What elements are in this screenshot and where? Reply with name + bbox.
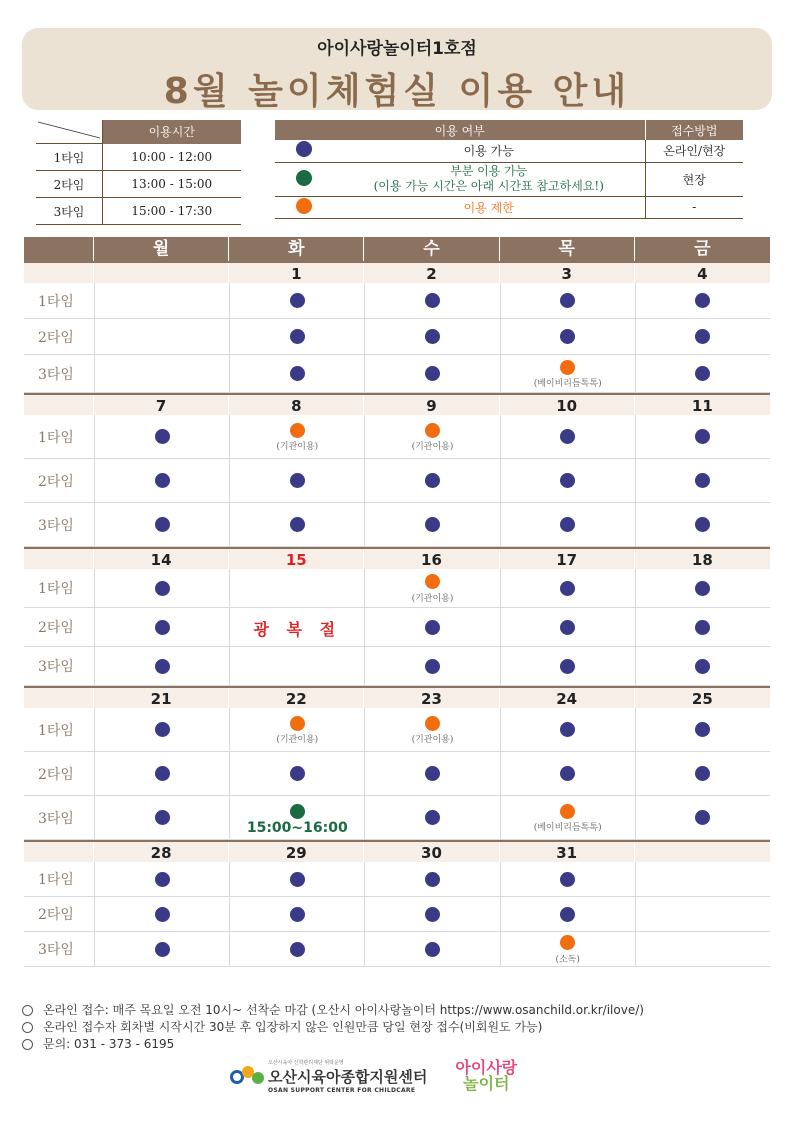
type-label: 2타임: [36, 171, 103, 198]
date-number: 11: [691, 397, 713, 415]
available-dot-icon: [155, 810, 170, 825]
legend-header: 이용 여부: [275, 120, 645, 140]
available-dot-icon: [560, 620, 575, 635]
legend-label-detail: (이용 가능 시간은 아래 시간표 참고하세요!): [373, 179, 604, 193]
schedule-cell: [364, 796, 499, 839]
restricted-dot-icon: [560, 804, 575, 819]
date-number: 16: [364, 549, 499, 569]
schedule-cell: [364, 708, 499, 751]
notes: [22, 1002, 644, 1053]
date-number: 10: [500, 395, 635, 415]
schedule-cell: [500, 355, 635, 392]
type-row: [24, 319, 770, 355]
schedule-cell: [500, 796, 635, 839]
restricted-dot-icon: [290, 716, 305, 731]
type-row: [24, 932, 770, 967]
legend-partial: [333, 162, 645, 196]
schedule-cell: [364, 415, 499, 458]
ilove-playground-logo: [455, 1060, 517, 1092]
cell-note: (기관이용): [276, 442, 319, 452]
schedule-cell: [364, 355, 499, 392]
schedule-cell: [364, 503, 499, 546]
calendar-header: [24, 237, 770, 261]
day-header: 목: [500, 237, 635, 261]
schedule-cell: [635, 796, 770, 839]
available-dot-icon: [425, 293, 440, 308]
date-number: 17: [500, 549, 635, 569]
available-dot-icon: [155, 872, 170, 887]
schedule-cell: [94, 503, 229, 546]
cell-note: (기관이용): [276, 735, 319, 745]
available-dot-icon: [425, 473, 440, 488]
schedule-cell: [635, 503, 770, 546]
type-label: 1타임: [36, 144, 103, 171]
schedule-cell: [500, 283, 635, 318]
schedule-cell: [364, 283, 499, 318]
schedule-cell: [94, 319, 229, 354]
schedule-cell: [94, 647, 229, 685]
schedule-cell: [635, 647, 770, 685]
date-row-corner: [24, 688, 94, 708]
logo2-line1: 아이사랑: [455, 1058, 518, 1077]
schedule-cell: [364, 897, 499, 931]
available-dot-icon: [290, 473, 305, 488]
restricted-dot-icon: [560, 935, 575, 950]
date-row-corner: [24, 395, 94, 415]
legend-label: 부분 이용 가능: [450, 164, 528, 178]
type-label: 3타임: [36, 198, 103, 225]
schedule-cell: [229, 355, 364, 392]
diagonal-line: [36, 120, 102, 140]
available-dot-icon: [290, 366, 305, 381]
schedule-cell: [364, 862, 499, 896]
restricted-dot-icon: [425, 574, 440, 589]
date-number: 28: [94, 842, 229, 862]
schedule-cell: [94, 459, 229, 502]
schedule-cell: [364, 647, 499, 685]
schedule-cell: [635, 752, 770, 795]
available-dot-icon: [695, 366, 710, 381]
legend-method: -: [645, 196, 743, 218]
schedule-cell: [94, 932, 229, 966]
time-table-header: 이용시간: [103, 120, 241, 144]
partial-dot-icon: [296, 170, 312, 186]
schedule-cell: [364, 752, 499, 795]
date-number: 9: [364, 395, 499, 415]
page-title: 8월 놀이체험실 이용 안내: [163, 71, 631, 112]
schedule-cell: [500, 752, 635, 795]
available-dot-icon: [695, 620, 710, 635]
type-row: [24, 283, 770, 319]
day-header: 수: [364, 237, 499, 261]
available-dot-icon: [155, 581, 170, 596]
available-dot-icon: [560, 907, 575, 922]
type-row-label: 2타임: [38, 907, 74, 923]
schedule-cell: [229, 415, 364, 458]
schedule-cell: [94, 752, 229, 795]
note-text: 온라인 접수: 매주 목요일 오전 10시~ 선착순 마감 (오산시 아이사랑놀이터 https://www.osanchild.or.kr/ilove/): [43, 1003, 644, 1017]
logo2-line2: 놀이터: [463, 1074, 510, 1093]
available-dot-icon: [425, 810, 440, 825]
available-dot-icon: [695, 329, 710, 344]
type-row: [24, 503, 770, 547]
circle-bullet-icon: [22, 1039, 33, 1050]
type-row-label: 2타임: [38, 766, 74, 783]
schedule-cell: [94, 283, 229, 318]
available-dot-icon: [290, 517, 305, 532]
date-row: [24, 547, 770, 569]
schedule-cell: [229, 796, 364, 839]
type-row-label: 3타임: [38, 517, 74, 534]
note-item: [22, 1036, 644, 1053]
schedule-cell: [94, 355, 229, 392]
available-dot-icon: [290, 329, 305, 344]
available-dot-icon: [155, 429, 170, 444]
osan-logo-mark-icon: [228, 1064, 268, 1088]
available-dot-icon: [425, 942, 440, 957]
page-subtitle: 아이사랑놀이터1호점: [317, 39, 477, 59]
calendar-header-corner: [24, 237, 94, 261]
available-dot-icon: [560, 659, 575, 674]
schedule-cell: [635, 355, 770, 392]
schedule-cell: [635, 283, 770, 318]
schedule-cell: [229, 862, 364, 896]
available-dot-icon: [695, 429, 710, 444]
date-number: [94, 263, 229, 283]
available-dot-icon: [155, 942, 170, 957]
schedule-cell: [94, 862, 229, 896]
type-time: 15:00 - 17:30: [103, 198, 241, 225]
schedule-cell: [364, 569, 499, 607]
schedule-cell: [229, 708, 364, 751]
legend-label: 이용 가능: [333, 140, 645, 162]
date-row: [24, 261, 770, 283]
schedule-cell: [229, 932, 364, 966]
available-dot-icon: [155, 473, 170, 488]
schedule-cell: [229, 897, 364, 931]
schedule-cell: [635, 569, 770, 607]
schedule-cell: [500, 647, 635, 685]
schedule-cell: [635, 897, 770, 931]
time-table: [36, 120, 241, 225]
available-dot-icon: [290, 293, 305, 308]
day-header: 금: [694, 239, 711, 259]
schedule-cell: [500, 897, 635, 931]
available-dot-icon: [425, 872, 440, 887]
date-number: 1: [229, 263, 364, 283]
available-dot-icon: [290, 907, 305, 922]
available-dot-icon: [155, 517, 170, 532]
available-dot-icon: [560, 329, 575, 344]
available-dot-icon: [425, 366, 440, 381]
available-dot-icon: [425, 517, 440, 532]
cell-note: (기관이용): [411, 593, 454, 604]
note-text: 문의: 031 - 373 - 6195: [43, 1037, 175, 1051]
type-row: [24, 608, 770, 647]
available-dot-icon: [296, 141, 312, 157]
date-number: 22: [229, 688, 364, 708]
day-header: 화: [229, 237, 364, 261]
date-number: 18: [691, 551, 713, 569]
available-dot-icon: [695, 293, 710, 308]
legend-method: 온라인/현장: [645, 140, 743, 162]
schedule-cell: [229, 459, 364, 502]
available-dot-icon: [560, 581, 575, 596]
schedule-cell: [94, 708, 229, 751]
available-dot-icon: [695, 722, 710, 737]
legend-table: [275, 120, 743, 219]
legend-method: 현장: [645, 162, 743, 196]
type-row-label: 1타임: [38, 722, 74, 739]
schedule-cell: [635, 862, 770, 896]
type-row: [24, 569, 770, 608]
schedule-cell: [229, 647, 364, 685]
restricted-dot-icon: [425, 423, 440, 438]
cell-note: (기관이용): [411, 442, 454, 452]
available-dot-icon: [560, 766, 575, 781]
legend-label: 이용 제한: [333, 196, 645, 218]
schedule-cell: [94, 569, 229, 607]
available-dot-icon: [560, 293, 575, 308]
schedule-cell: [229, 752, 364, 795]
available-dot-icon: [290, 766, 305, 781]
available-dot-icon: [155, 659, 170, 674]
available-dot-icon: [425, 329, 440, 344]
circle-bullet-icon: [22, 1005, 33, 1016]
date-number: 23: [364, 688, 499, 708]
schedule-cell: [500, 319, 635, 354]
partial-dot-icon: [290, 804, 305, 819]
date-number: 14: [94, 549, 229, 569]
available-dot-icon: [560, 872, 575, 887]
schedule-cell: [229, 319, 364, 354]
org-english-name: OSAN SUPPORT CENTER FOR CHILDCARE: [268, 1086, 416, 1094]
type-time: 13:00 - 15:00: [103, 171, 241, 198]
schedule-cell: [635, 415, 770, 458]
type-time: 10:00 - 12:00: [103, 144, 241, 171]
schedule-cell: [364, 608, 499, 646]
schedule-cell: [229, 608, 364, 646]
schedule-cell: [229, 503, 364, 546]
type-row-label: 3타임: [38, 659, 74, 675]
schedule-cell: [229, 569, 364, 607]
date-number: 8: [229, 395, 364, 415]
schedule-cell: [500, 708, 635, 751]
restricted-dot-icon: [425, 716, 440, 731]
schedule-cell: [500, 415, 635, 458]
available-dot-icon: [155, 620, 170, 635]
schedule-cell: [500, 932, 635, 966]
circle-bullet-icon: [22, 1022, 33, 1033]
type-row: [24, 752, 770, 796]
cell-note: (기관이용): [411, 735, 454, 745]
available-dot-icon: [155, 907, 170, 922]
cell-note: (소독): [555, 954, 580, 965]
available-dot-icon: [695, 766, 710, 781]
legend-method-header: 접수방법: [645, 120, 743, 140]
schedule-cell: [364, 932, 499, 966]
type-row: [24, 897, 770, 932]
day-header: 월: [94, 237, 229, 261]
org-small-text: 오산시육아 신학관리재단 위탁운영: [268, 1059, 344, 1066]
type-row: [24, 862, 770, 897]
type-row-label: 3타임: [38, 366, 74, 383]
date-number: 2: [364, 263, 499, 283]
date-number: 31: [500, 842, 635, 862]
schedule-cell: [94, 415, 229, 458]
schedule-cell: [364, 319, 499, 354]
time-table-corner: [36, 120, 103, 144]
type-row-label: 1타임: [38, 293, 74, 310]
available-dot-icon: [695, 581, 710, 596]
type-row-label: 3타임: [38, 810, 74, 827]
available-dot-icon: [425, 620, 440, 635]
date-row: [24, 686, 770, 708]
schedule-cell: [94, 608, 229, 646]
schedule-cell: [635, 608, 770, 646]
type-row-label: 2타임: [38, 329, 74, 346]
date-number: 7: [94, 395, 229, 415]
note-item: [22, 1002, 644, 1019]
date-number: 3: [500, 263, 635, 283]
schedule-cell: [635, 319, 770, 354]
type-row-label: 2타임: [38, 620, 74, 636]
type-row: [24, 415, 770, 459]
available-dot-icon: [560, 722, 575, 737]
restricted-dot-icon: [560, 360, 575, 375]
note-item: [22, 1019, 644, 1036]
schedule-cell: [500, 608, 635, 646]
schedule-cell: [500, 503, 635, 546]
restricted-dot-icon: [296, 198, 312, 214]
available-dot-icon: [155, 722, 170, 737]
org-name: 오산시육아종합지원센터: [268, 1067, 428, 1086]
schedule-cell: [94, 796, 229, 839]
schedule-cell: [364, 459, 499, 502]
schedule-cell: [94, 897, 229, 931]
type-row: [24, 708, 770, 752]
available-dot-icon: [290, 872, 305, 887]
available-dot-icon: [560, 517, 575, 532]
available-dot-icon: [695, 659, 710, 674]
type-row-label: 2타임: [38, 473, 74, 490]
available-dot-icon: [695, 473, 710, 488]
cell-note: (베이비리듬톡톡): [533, 379, 602, 389]
schedule-cell: [635, 932, 770, 966]
date-number: 15: [229, 549, 364, 569]
available-dot-icon: [695, 810, 710, 825]
type-row-label: 1타임: [38, 429, 74, 446]
osan-center-logo: [228, 1059, 427, 1094]
type-row: [24, 796, 770, 840]
restricted-dot-icon: [290, 423, 305, 438]
date-number: 24: [500, 688, 635, 708]
schedule-cell: [229, 283, 364, 318]
note-text: 온라인 접수자 회차별 시작시간 30분 후 입장하지 않은 인원만큼 당일 현장 접수(비회원도 가능): [43, 1020, 543, 1034]
calendar: [24, 237, 770, 967]
date-row-corner: [24, 842, 94, 862]
available-dot-icon: [425, 766, 440, 781]
date-number: 30: [364, 842, 499, 862]
holiday-label: 광 복 절: [253, 620, 342, 639]
schedule-cell: [500, 569, 635, 607]
footer-logos: [228, 1058, 598, 1094]
date-row: [24, 840, 770, 862]
partial-time-note: 15:00~16:00: [246, 820, 348, 836]
type-row: [24, 647, 770, 686]
date-row-corner: [24, 263, 94, 283]
schedule-cell: [635, 708, 770, 751]
page-header: [22, 28, 772, 110]
date-number: 4: [697, 265, 708, 283]
available-dot-icon: [425, 907, 440, 922]
available-dot-icon: [695, 517, 710, 532]
date-number: 29: [229, 842, 364, 862]
available-dot-icon: [560, 473, 575, 488]
available-dot-icon: [155, 766, 170, 781]
date-number: 21: [94, 688, 229, 708]
schedule-cell: [500, 459, 635, 502]
available-dot-icon: [560, 429, 575, 444]
available-dot-icon: [425, 659, 440, 674]
type-row: [24, 459, 770, 503]
type-row-label: 3타임: [38, 942, 74, 958]
date-row: [24, 393, 770, 415]
schedule-cell: [500, 862, 635, 896]
type-row-label: 1타임: [38, 581, 74, 597]
type-row-label: 1타임: [38, 872, 74, 888]
date-row-corner: [24, 549, 94, 569]
schedule-cell: [635, 459, 770, 502]
available-dot-icon: [290, 942, 305, 957]
cell-note: (베이비리듬톡톡): [533, 823, 602, 833]
date-number: [635, 842, 770, 862]
date-number: 25: [691, 690, 713, 708]
type-row: [24, 355, 770, 393]
